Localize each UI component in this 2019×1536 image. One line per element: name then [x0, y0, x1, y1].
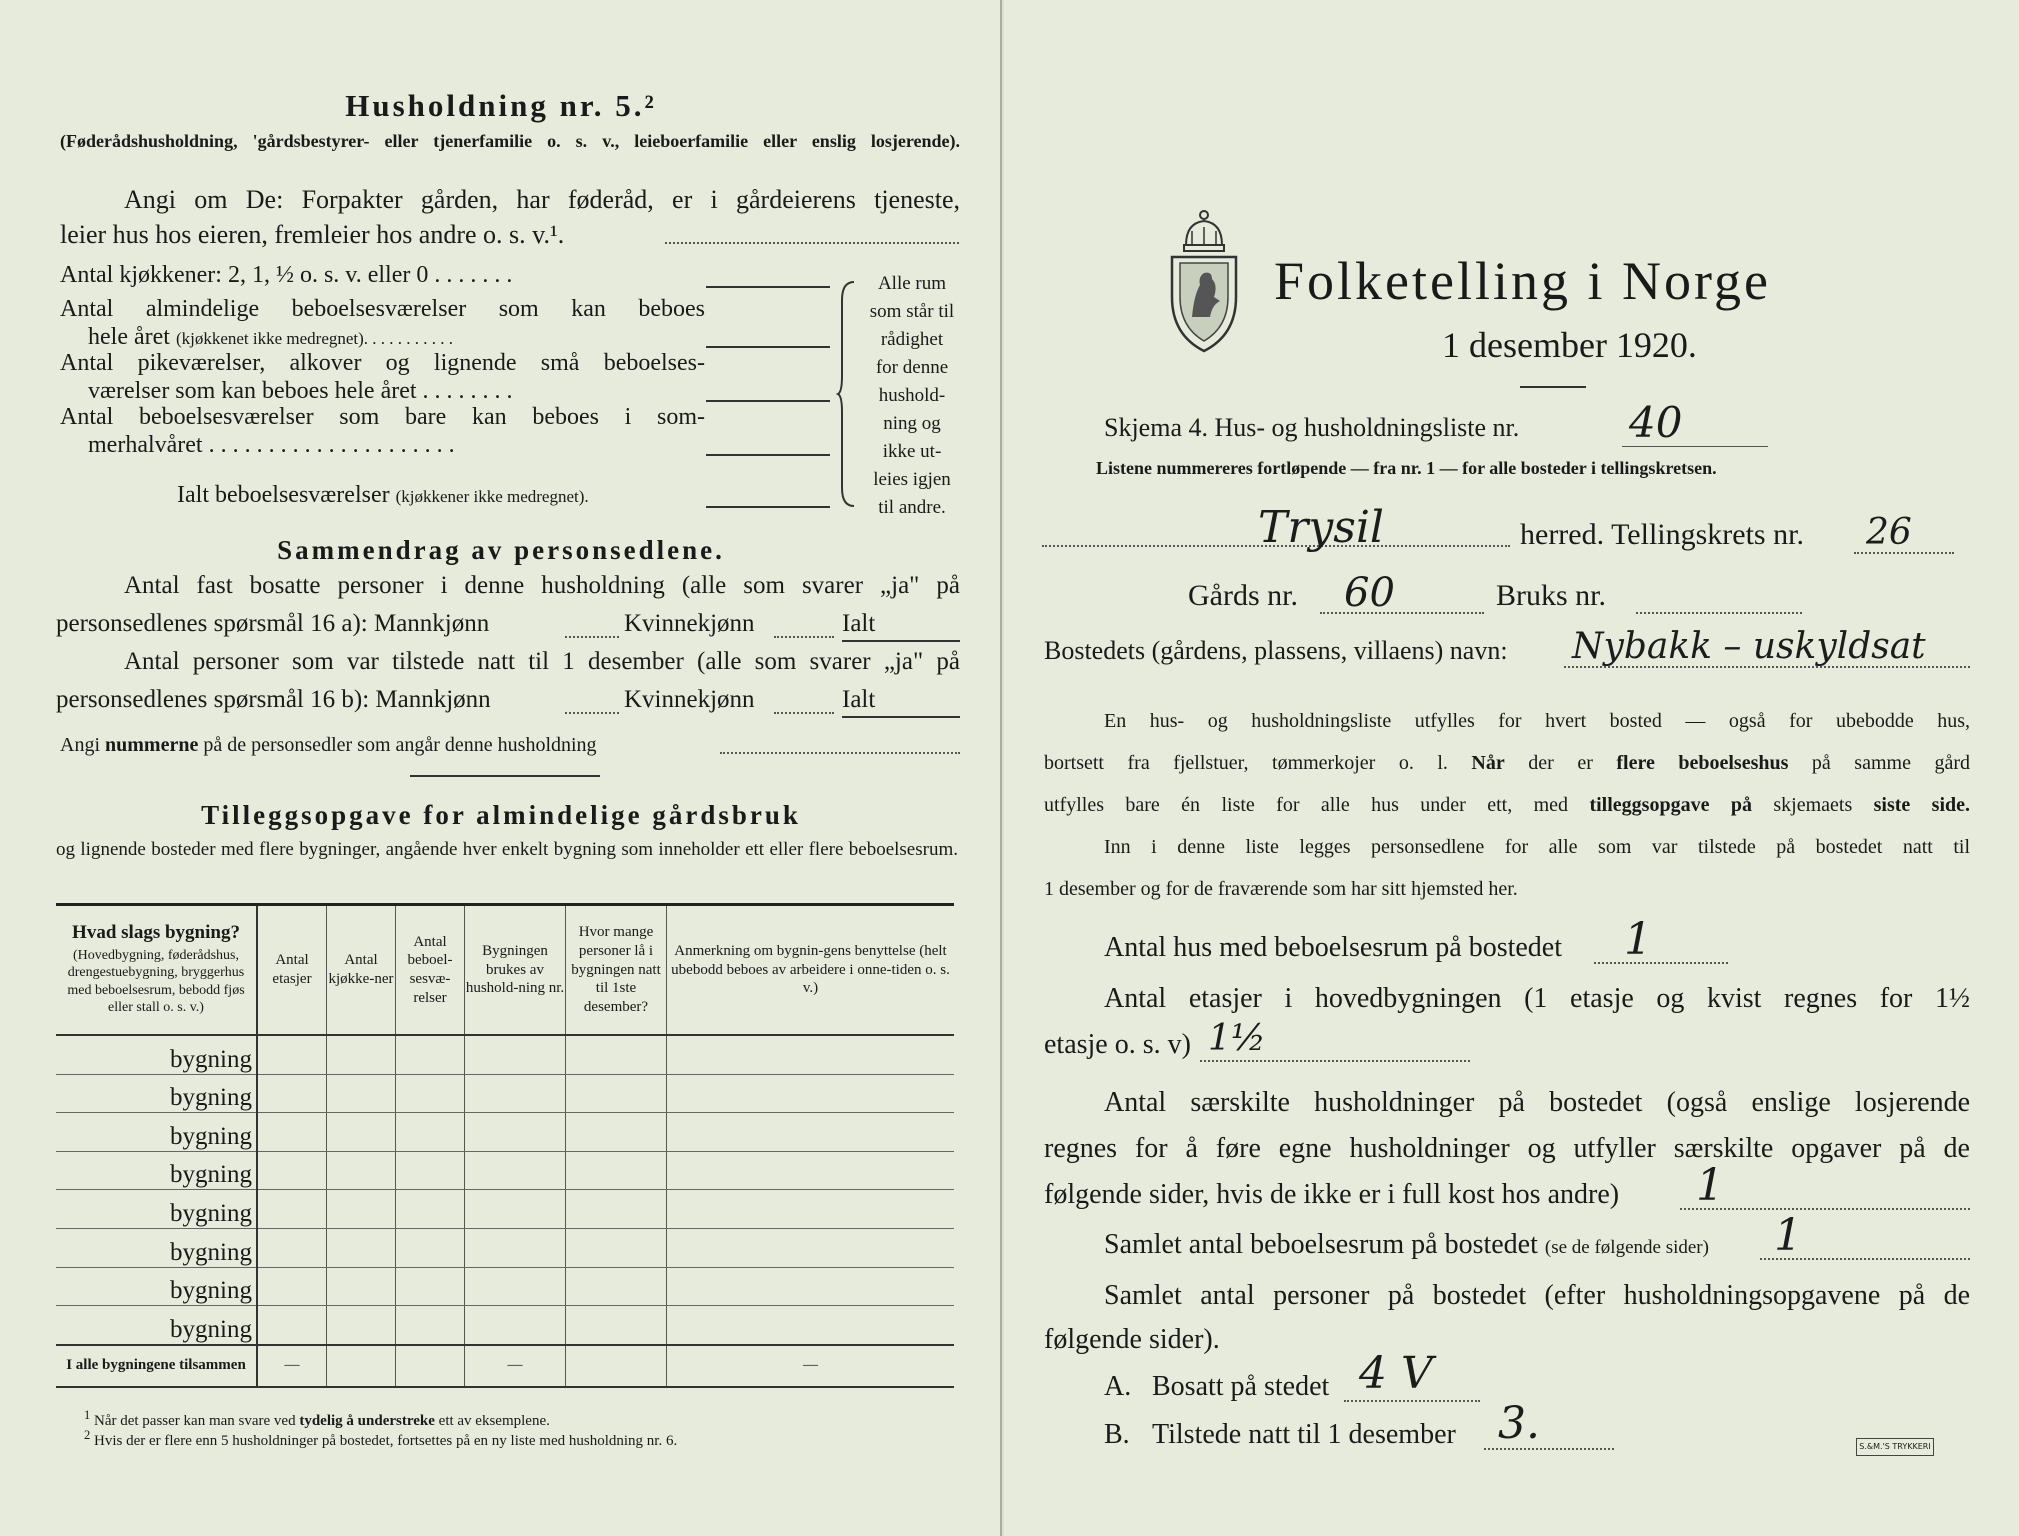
- list-note: Listene nummereres fortløpende — fra nr. 1 — for alle bosteder i tellingskretsen.: [1096, 458, 1717, 478]
- bruks-line[interactable]: [1636, 612, 1802, 614]
- table-row: [56, 1151, 954, 1190]
- q-floors-line2: etasje o. s. v): [1044, 1029, 1191, 1060]
- p2-female-label: Kvinnekjønn: [624, 686, 755, 713]
- total-household-dash: —: [465, 1345, 566, 1387]
- total-floors-dash: —: [257, 1345, 327, 1387]
- row-label: bygning: [56, 1190, 257, 1229]
- a-text: Bosatt på stedet: [1152, 1371, 1330, 1402]
- household-title: Husholdning nr. 5.²: [345, 88, 657, 123]
- p2-female-answer[interactable]: [774, 712, 834, 714]
- q1-answer-line[interactable]: [665, 242, 959, 244]
- kitchens-answer-line[interactable]: [706, 286, 830, 288]
- p1-male-answer[interactable]: [565, 636, 619, 638]
- table-row: [56, 1074, 954, 1113]
- b-label: B.: [1104, 1419, 1130, 1450]
- maid-rooms-label-2: værelser som kan beboes hele året . . . . . . . .: [88, 378, 513, 404]
- col-building-type: Hvad slags bygning? (Hovedbygning, føderådshus, drengestuebygning, bryggerhus med beboelsesrum, bebodd fjøs eller stall o. s. v.): [56, 905, 257, 1036]
- q1-line1: Angi om De: Forpakter gården, har føderåd, er i gårdeierens tjeneste,: [124, 185, 960, 214]
- krets-value: 26: [1866, 512, 1912, 553]
- q-houses-label: Antal hus med beboelsesrum på bostedet: [1104, 932, 1563, 963]
- row-label: bygning: [56, 1228, 257, 1267]
- b-value: 3.: [1498, 1398, 1540, 1449]
- total-row: [56, 1345, 954, 1387]
- printer-mark: S.&M.'S TRYKKERI: [1856, 1438, 1934, 1456]
- total-rooms-label: Ialt beboelsesværelser (kjøkkener ikke medregnet).: [177, 482, 589, 508]
- table-row: [56, 1190, 954, 1229]
- gards-label: Gårds nr.: [1188, 579, 1298, 612]
- p1-female-answer[interactable]: [774, 636, 834, 638]
- q-floors-line1: Antal etasjer i hovedbygningen (1 etasje og kvist regnes for 1½: [1104, 983, 1970, 1014]
- brace-note: Alle rum som står til rådighet for denne hushold- ning og ikke ut- leies igjen til andre.: [869, 273, 955, 518]
- table-row: [56, 1306, 954, 1345]
- total-row-label: I alle bygningene tilsammen: [56, 1345, 257, 1387]
- summary-p1-line1: Antal fast bosatte personer i denne husholdning (alle som svarer „ja" på: [124, 572, 960, 599]
- col-remarks: Anmerkning om bygnin-gens benyttelse (helt ubebodd beboes av arbeidere i onne-tiden o. s. v.): [667, 905, 955, 1036]
- instructions-5: 1 desember og for de fraværende som har sitt hjemsted her.: [1044, 878, 1518, 900]
- p2-male-answer[interactable]: [565, 712, 619, 714]
- col-household-no: Bygningen brukes av hushold-ning nr.: [465, 905, 566, 1036]
- row-label: bygning: [56, 1113, 257, 1152]
- kitchens-label: Antal kjøkkener: 2, 1, ½ o. s. v. eller 0 . . . . . . .: [60, 262, 513, 288]
- summer-rooms-label-2: merhalvåret . . . . . . . . . . . . . . . . . . . . .: [88, 432, 455, 458]
- footnote-1: $^1$ Når det passer kan man svare ved tydelig å understreke ett av eksemplene.: [84, 1408, 550, 1429]
- list-no-value: 40: [1629, 398, 1683, 447]
- gards-value: 60: [1344, 570, 1395, 616]
- p1-total-answer[interactable]: [842, 640, 960, 642]
- census-date: 1 desember 1920.: [1442, 325, 1697, 365]
- instructions-4: Inn i denne liste legges personsedlene for alle som var tilstede på bostedet natt til: [1104, 836, 1970, 858]
- col-rooms: Antal beboel-sesvæ-relser: [396, 905, 465, 1036]
- instructions-1: En hus- og husholdningsliste utfylles for hvert bosted — også for ubebodde hus,: [1104, 710, 1970, 732]
- left-page: [0, 0, 1002, 1536]
- p2-total-label: Ialt: [842, 686, 876, 713]
- q-households-line3: følgende sider, hvis de ikke er i full kost hos andre): [1044, 1179, 1620, 1210]
- main-title: Folketelling i Norge: [1274, 251, 1771, 311]
- building-table: [56, 903, 954, 1388]
- schema-label: Skjema 4. Hus- og husholdningsliste nr.: [1104, 413, 1520, 442]
- maid-rooms-label-1: Antal pikeværelser, alkover og lignende små beboelses-: [60, 350, 705, 376]
- total-remarks-dash: —: [667, 1345, 955, 1387]
- right-page: [1004, 0, 2019, 1536]
- row-label: bygning: [56, 1267, 257, 1306]
- summary-p2-line1: Antal personer som var tilstede natt til 1 desember (alle som svarer „ja" på: [124, 648, 960, 675]
- summer-rooms-label-1: Antal beboelsesværelser som bare kan beboes i som-: [60, 404, 705, 430]
- row-label: bygning: [56, 1151, 257, 1190]
- footnote-2: $^2$ Hvis der er flere enn 5 husholdninger på bostedet, fortsettes på en ny liste med husholdning nr. 6.: [84, 1428, 678, 1449]
- ordinary-rooms-answer-line[interactable]: [706, 346, 830, 348]
- a-label: A.: [1104, 1371, 1132, 1402]
- brace-icon: [836, 280, 858, 508]
- table-row: [56, 1035, 954, 1074]
- a-answer-line[interactable]: [1344, 1400, 1480, 1402]
- q-floors-value: 1½: [1208, 1018, 1266, 1059]
- total-rooms-answer-line[interactable]: [706, 506, 830, 508]
- col-kitchens: Antal kjøkke-ner: [327, 905, 396, 1036]
- herred-value: Trysil: [1258, 502, 1384, 553]
- q-houses-line[interactable]: [1594, 962, 1728, 964]
- col-floors: Antal etasjer: [257, 905, 327, 1036]
- a-value: 4 V: [1359, 1348, 1433, 1399]
- q-houses-value: 1: [1624, 914, 1652, 965]
- table-row: [56, 1228, 954, 1267]
- q-households-value: 1: [1696, 1160, 1724, 1211]
- table-row: [56, 1113, 954, 1152]
- row-label: bygning: [56, 1306, 257, 1345]
- numbers-label: Angi nummerne på de personsedler som angår denne husholdning: [60, 734, 597, 756]
- q-households-line1: Antal særskilte husholdninger på bostedet (også enslige losjerende: [1104, 1087, 1970, 1118]
- addl-subtitle: og lignende bosteder med flere bygninger, angående hver enkelt bygning som inneholder ett eller flere beboelsesrum.: [56, 839, 958, 860]
- p2-total-answer[interactable]: [842, 716, 960, 718]
- q1-line2: leier hus hos eieren, fremleier hos andre o. s. v.¹.: [60, 220, 565, 249]
- q-rooms-value: 1: [1774, 1210, 1802, 1261]
- ordinary-rooms-label-1: Antal almindelige beboelsesværelser som kan beboes: [60, 296, 705, 322]
- summary-p1-line2: personsedlenes spørsmål 16 a): Mannkjønn: [56, 610, 490, 637]
- coat-of-arms-icon: [1164, 205, 1244, 355]
- bosted-value: Nybakk – uskyldsat: [1572, 626, 1926, 667]
- q-rooms-label: Samlet antal beboelsesrum på bostedet (se de følgende sider): [1104, 1229, 1709, 1260]
- row-label: bygning: [56, 1074, 257, 1113]
- herred-label: herred. Tellingskrets nr.: [1520, 518, 1804, 551]
- q-households-line2: regnes for å føre egne husholdninger og utfyller særskilte opgaver på de: [1044, 1133, 1970, 1164]
- summary-title: Sammendrag av personsedlene.: [277, 535, 725, 565]
- addl-title: Tilleggsopgave for almindelige gårdsbruk: [201, 800, 801, 830]
- p1-total-label: Ialt: [842, 610, 876, 637]
- household-subtitle: (Føderådshusholdning, 'gårdsbestyrer- eller tjenerfamilie o. s. v., leieboerfamilie eller enslig losjerende).: [60, 131, 960, 151]
- bosted-label: Bostedets (gårdens, plassens, villaens) navn:: [1044, 636, 1508, 665]
- title-divider: [1520, 386, 1586, 388]
- ordinary-rooms-label-2: hele året (kjøkkenet ikke medregnet). . . . . . . . . . .: [88, 324, 454, 350]
- row-label: bygning: [56, 1035, 257, 1074]
- summary-p2-line2: personsedlenes spørsmål 16 b): Mannkjønn: [56, 686, 491, 713]
- table-row: [56, 1267, 954, 1306]
- q-persons-line2: følgende sider).: [1044, 1324, 1220, 1355]
- numbers-answer-line[interactable]: [720, 752, 960, 754]
- bruks-label: Bruks nr.: [1496, 579, 1607, 612]
- summer-rooms-answer-line[interactable]: [706, 454, 830, 456]
- col-persons: Hvor mange personer lå i bygningen natt til 1ste desember?: [566, 905, 667, 1036]
- instructions-2: bortsett fra fjellstuer, tømmerkojer o. l. Når der er flere beboelseshus på samme gård: [1044, 752, 1971, 774]
- q-floors-answer-line[interactable]: [1200, 1060, 1470, 1062]
- section-divider: [410, 775, 600, 777]
- b-text: Tilstede natt til 1 desember: [1152, 1419, 1456, 1450]
- instructions-3: utfylles bare én liste for alle hus under ett, med tilleggsopgave på skjemaets siste side.: [1044, 794, 1971, 816]
- maid-rooms-answer-line[interactable]: [706, 400, 830, 402]
- q-persons-line1: Samlet antal personer på bostedet (efter husholdningsopgavene på de: [1104, 1280, 1970, 1311]
- p1-female-label: Kvinnekjønn: [624, 610, 755, 637]
